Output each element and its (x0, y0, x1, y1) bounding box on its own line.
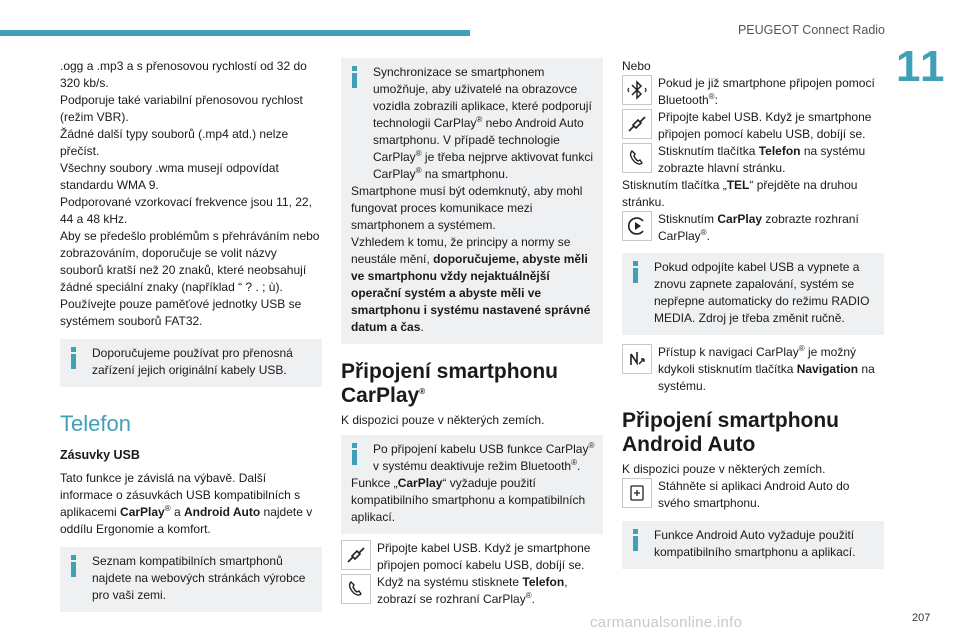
info-text: Funkce „CarPlay“ vyžaduje použití kompatibilního smartphonu a kompatibilních aplikací. (351, 476, 586, 524)
info-box (341, 435, 603, 534)
section-title-carplay: Připojení smartphonu CarPlay® (341, 360, 559, 407)
paragraph: Podporované vzorkovací frekvence jsou 11, 22, 44 a 48 kHz. (60, 195, 312, 226)
info-box (60, 339, 322, 387)
info-text: Vzhledem k tomu, že principy a normy se neustále mění, doporučujeme, abyste měli ve smartphonu vždy nejaktuálnější operační systém a abyste měli ve smartphonu i systému nastavené správné datum a čas. (351, 235, 591, 334)
step-text: Připojte kabel USB. Když je smartphone připojen pomocí kabelu USB, dobíjí se. (377, 541, 591, 572)
page-number: 207 (912, 612, 931, 624)
phone-icon (341, 574, 371, 604)
phone-icon (622, 143, 652, 173)
navigation-icon (622, 344, 652, 374)
paragraph: Stisknutím tlačítka „TEL“ přejděte na druhou stránku. (622, 178, 858, 209)
info-text: Doporučujeme používat pro přenosná zařízení jejich originální kabely USB. (92, 346, 293, 377)
section-header: PEUGEOT Connect Radio (737, 23, 885, 37)
step-text: Přístup k navigaci CarPlay® je možný kdykoli stisknutím tlačítka Navigation na systému. (658, 344, 875, 393)
step-text: Stisknutím CarPlay zobrazte rozhraní CarPlay®. (658, 212, 859, 243)
step-text: Pokud je již smartphone připojen pomocí Bluetooth®: (658, 76, 875, 107)
info-icon (68, 555, 78, 577)
step-row (622, 344, 884, 395)
info-icon (630, 529, 640, 551)
info-text: Funkce Android Auto vyžaduje použití kompatibilního smartphonu a aplikací. (654, 528, 856, 559)
info-icon (349, 443, 359, 465)
section-title-android-auto: Připojení smartphonu Android Auto (622, 409, 840, 456)
paragraph: Aby se předešlo problémům s přehráváním nebo zobrazováním, doporučuje se volit názvy souborů kratší než 20 znaků, které neobsahují žádné speciální znaky (například “ ? . ; ù). (60, 229, 320, 294)
step-row (622, 109, 884, 143)
paragraph: .ogg a .mp3 a s přenosovou rychlostí od 32 do 320 kb/s. (60, 59, 307, 90)
info-box (60, 547, 322, 612)
info-text: Po připojení kabelu USB funkce CarPlay® v systému deaktivuje režim Bluetooth®. (373, 441, 595, 473)
info-icon (68, 347, 78, 369)
step-row (622, 211, 884, 245)
info-text: Pokud odpojíte kabel USB a vypnete a znovu zapnete zapalování, systém se nepřepne automaticky do režimu RADIO MEDIA. Zdroj je třeba změnit ručně. (654, 260, 870, 325)
app-store-icon (622, 478, 652, 508)
step-text: Stisknutím tlačítka Telefon na systému zobrazte hlavní stránku. (658, 144, 866, 175)
chapter-number: 11 (896, 42, 947, 91)
column-3 (622, 58, 884, 569)
info-text: Synchronizace se smartphonem umožňuje, aby uživatelé na obrazovce vozidla zobrazili aplikace, které podporují technologii CarPlay® nebo Android Auto smartphonu. V případě technologie CarPlay® je třeba nejprve aktivovat funkci CarPlay® na smartphonu. (373, 65, 594, 181)
paragraph: Nebo (622, 59, 651, 73)
info-text: Seznam kompatibilních smartphonů najdete na webových stránkách výrobce pro vaši zemi. (92, 554, 306, 602)
info-box (622, 521, 884, 569)
paragraph: K dispozici pouze v některých zemích. (622, 462, 826, 476)
step-row (622, 143, 884, 177)
header-accent-bar (0, 30, 470, 36)
paragraph: K dispozici pouze v některých zemích. (341, 413, 545, 427)
info-box (341, 58, 603, 344)
info-icon (630, 261, 640, 283)
bluetooth-icon (622, 75, 652, 105)
step-row (341, 540, 603, 574)
step-row (622, 75, 884, 109)
info-box (622, 253, 884, 335)
step-text: Stáhněte si aplikaci Android Auto do svého smartphonu. (658, 479, 850, 510)
step-text: Když na systému stisknete Telefon, zobrazí se rozhraní CarPlay®. (377, 575, 568, 606)
column-2 (341, 58, 603, 608)
watermark: carmanualsonline.info (590, 614, 743, 631)
usb-cable-icon (622, 109, 652, 139)
section-title-telefon: Telefon (60, 411, 131, 436)
step-text: Připojte kabel USB. Když je smartphone připojen pomocí kabelu USB, dobíjí se. (658, 110, 872, 141)
paragraph: Všechny soubory .wma musejí odpovídat standardu WMA 9. (60, 161, 279, 192)
paragraph: Žádné další typy souborů (.mp4 atd.) nelze přečíst. (60, 127, 289, 158)
step-row (341, 574, 603, 608)
info-icon (349, 66, 359, 88)
paragraph: Podporuje také variabilní přenosovou rychlost (režim VBR). (60, 93, 303, 124)
column-1 (60, 58, 322, 612)
carplay-icon (622, 211, 652, 241)
paragraph: Používejte pouze paměťové jednotky USB se systémem souborů FAT32. (60, 297, 302, 328)
paragraph: Tato funkce je závislá na výbavě. Další informace o zásuvkách USB kompatibilních s aplikacemi CarPlay® a Android Auto najdete v oddílu Ergonomie a komfort. (60, 471, 313, 536)
usb-cable-icon (341, 540, 371, 570)
subsection-title: Zásuvky USB (60, 448, 140, 462)
step-row (622, 478, 884, 512)
info-text: Smartphone musí být odemknutý, aby mohl fungovat proces komunikace mezi smartphonem a systémem. (351, 184, 583, 232)
